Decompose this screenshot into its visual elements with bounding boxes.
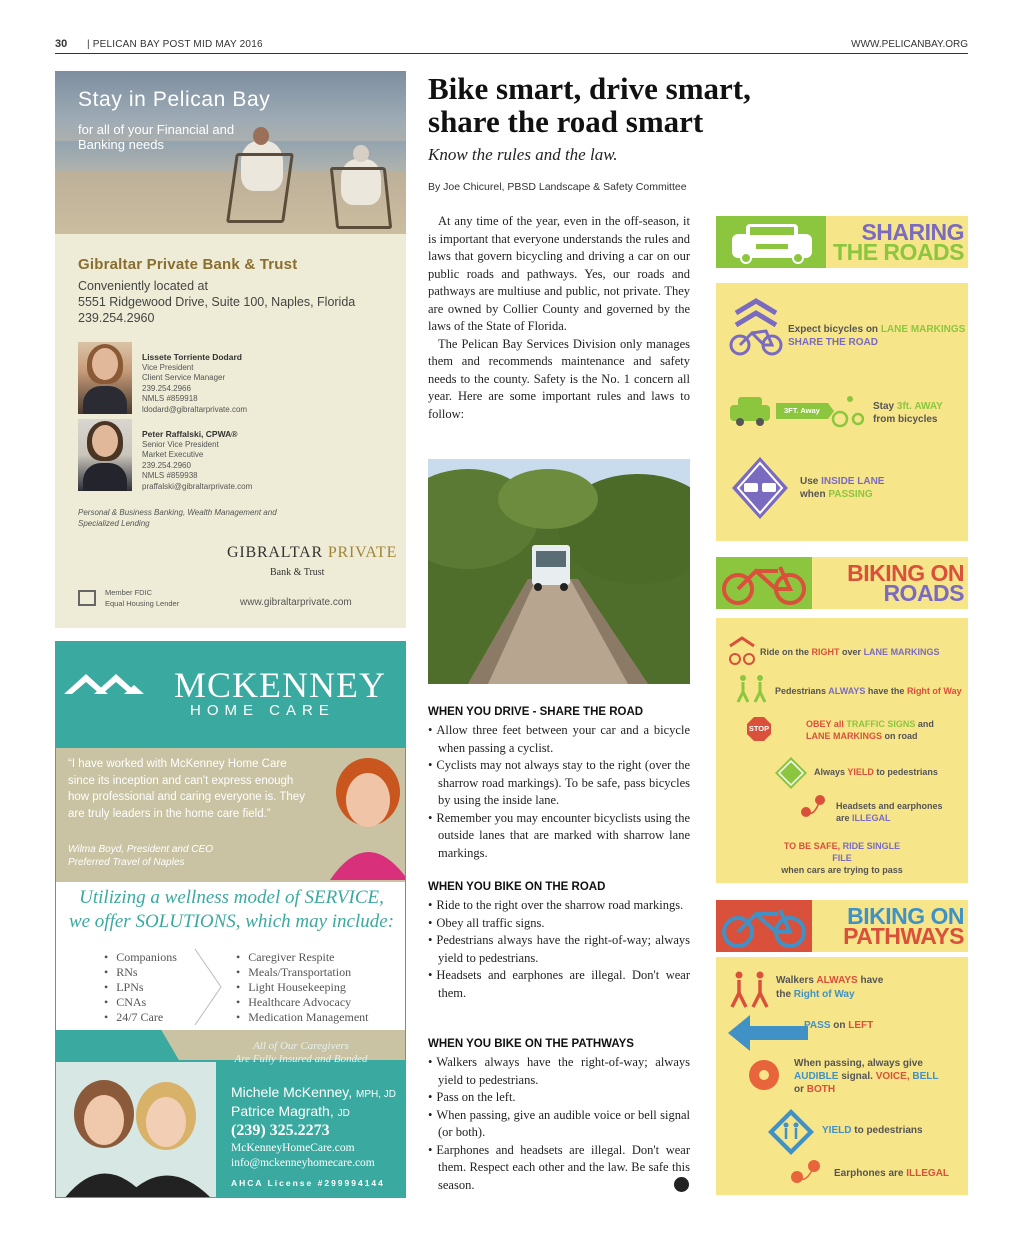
bank-url[interactable]: www.gibraltarprivate.com: [240, 597, 352, 608]
biking-roads-panel: [716, 618, 968, 883]
rule-emphasis: ALWAYS: [816, 975, 858, 986]
rule-text: Use: [800, 476, 819, 487]
rule-item: • Pedestrians always have the right-of-way; always yield to pedestrians.: [428, 932, 690, 967]
rule-emphasis: ALWAYS: [828, 686, 866, 696]
rule-text: Always: [814, 767, 846, 777]
staff-photo: [78, 419, 132, 491]
banner-title: [833, 219, 964, 265]
rule-text: and: [917, 719, 934, 729]
banner-line: SHARING: [861, 219, 964, 245]
service-item: • Medication Management: [236, 1010, 369, 1025]
rule-emphasis: PASS: [804, 1020, 831, 1031]
address-street: 5551 Ridgewood Drive, Suite 100, Naples, Florida: [78, 295, 356, 309]
mckenney-name: MCKENNEY: [174, 665, 386, 705]
ad-tagline: Personal & Business Banking, Wealth Management and Specialized Lending: [78, 508, 277, 528]
rule-text: over: [842, 647, 862, 657]
headline-line: Bike smart, drive smart,: [428, 71, 751, 106]
earphones-icon: [788, 1157, 824, 1187]
section-heading: WHEN YOU BIKE ON THE PATHWAYS: [428, 1038, 634, 1050]
rule-emphasis: TO BE SAFE,: [783, 841, 841, 851]
address-intro: Conveniently located at: [78, 279, 208, 293]
rule-text: to pedestrians: [876, 767, 938, 777]
author-line: Preferred Travel of Naples: [68, 856, 185, 868]
page-number: 30: [55, 38, 68, 50]
header-website: WWW.PELICANBAY.ORG: [851, 39, 968, 50]
biking-roads-banner: [716, 557, 968, 609]
blue-bike-icon: [716, 900, 812, 952]
rule-emphasis: BOTH: [806, 1084, 836, 1095]
rule-text: to pedestrians: [854, 1125, 923, 1136]
gibraltar-logo: [227, 544, 397, 562]
banner-line: BIKING ON: [847, 903, 964, 929]
rule-item: • Earphones and headsets are illegal. Don't wear them. Respect each other and the law. Be safe this season.: [428, 1142, 690, 1195]
testimonial-author: [68, 844, 213, 869]
rule-text: are: [836, 813, 850, 823]
owners-photo: [56, 1062, 216, 1198]
stop-sign-label: STOP: [748, 724, 770, 733]
staff-phone: 239.254.2966: [142, 383, 191, 393]
rule-emphasis: BELL: [912, 1071, 939, 1082]
wellness-line: Utilizing a wellness model of SERVICE,: [79, 887, 384, 908]
service-item: • CNAs: [104, 995, 177, 1010]
inside-lane-sign-icon: [730, 455, 790, 521]
staff-photo: [78, 342, 132, 414]
rule-text: have the: [867, 686, 905, 696]
fdic-line: Equal Housing Lender: [105, 599, 180, 608]
staff-card: [78, 342, 388, 414]
sharing-rule: [800, 475, 884, 501]
roads-rule: [806, 718, 934, 742]
equal-housing-icon: [78, 590, 96, 606]
service-item: • Companions: [104, 950, 177, 965]
testimonial: [56, 748, 406, 882]
mckenney-email[interactable]: info@mckenneyhomecare.com: [231, 1157, 375, 1169]
staff-name: Peter Raffalski, CPWA®: [142, 429, 238, 439]
logo-subtitle: Bank & Trust: [270, 567, 325, 578]
service-item: • Healthcare Advocacy: [236, 995, 369, 1010]
roads-rule: [780, 840, 904, 876]
logo-word: PRIVATE: [327, 544, 398, 561]
rule-emphasis: LANE MARKINGS: [880, 324, 966, 335]
rule-emphasis: VOICE,: [875, 1071, 910, 1082]
walkers-icon: [728, 971, 772, 1009]
ad-subhead: for all of your Financial and Banking needs: [78, 122, 235, 152]
service-item: • Caregiver Respite: [236, 950, 369, 965]
rule-item: • Walkers always have the right-of-way; always yield to pedestrians.: [428, 1054, 690, 1089]
rule-text: the: [776, 989, 791, 1000]
staff-nmls: NMLS #859918: [142, 394, 198, 403]
banner-line: THE ROADS: [833, 239, 964, 265]
mckenney-website[interactable]: McKenneyHomeCare.com: [231, 1142, 355, 1154]
rule-item: • Allow three feet between your car and a bicycle when passing a cyclist.: [428, 722, 690, 757]
rule-text: Stay: [873, 401, 895, 412]
publication-name: | PELICAN BAY POST MID MAY 2016: [87, 39, 263, 50]
fdic-line: Member FDIC: [105, 588, 153, 597]
car-icon: [716, 216, 826, 268]
rule-emphasis: Right of Way: [906, 686, 962, 696]
wellness-statement: [56, 886, 406, 934]
bank-phone: 239.254.2960: [78, 311, 155, 325]
sharrow-icon: [728, 636, 756, 666]
rule-text: Earphones are: [834, 1168, 904, 1179]
red-bike-icon: [716, 557, 812, 609]
owner-credential: MPH, JD: [356, 1089, 397, 1100]
rule-text: on: [833, 1020, 846, 1031]
rule-text: when cars are trying to pass: [781, 865, 903, 875]
article-paragraph: At any time of the year, even in the off-season, it is important that everyone understands the rules and laws that govern bicycling and driving a car on our public roads and pathways. Yes, our roads and pathways are multiuse and public, not private. They are owned by Collier County and governed by the laws of the State of Florida.: [428, 214, 690, 333]
rule-emphasis: RIDE SINGLE FILE: [832, 841, 901, 863]
owner-name: Michele McKenney,: [231, 1084, 353, 1100]
yield-sign-icon: [766, 1107, 816, 1157]
sharing-rule: [788, 323, 965, 349]
rule-emphasis: AUDIBLE: [794, 1071, 839, 1082]
rule-item: • When passing, give an audible voice or bell signal (or both).: [428, 1107, 690, 1142]
rule-text: Pedestrians: [775, 686, 827, 696]
rule-item: • Obey all traffic signs.: [428, 915, 690, 933]
banner-line: BIKING ON: [847, 560, 964, 586]
gibraltar-ad[interactable]: [55, 71, 406, 628]
article-body: [428, 213, 690, 423]
rule-text: signal.: [841, 1071, 873, 1082]
staff-title: Client Service Manager: [142, 373, 226, 382]
rule-text: have: [860, 975, 884, 986]
sharing-roads-banner: [716, 216, 968, 268]
yield-pedestrian-icon: [774, 756, 808, 790]
pedestrians-icon: [734, 674, 770, 704]
earphones-icon: [798, 792, 828, 822]
rule-emphasis: YIELD: [847, 767, 874, 777]
bank-name: Gibraltar Private Bank & Trust: [78, 256, 298, 273]
pathways-rule: [776, 974, 883, 1002]
rule-item: • Remember you may encounter bicyclists using the outside lanes that are marked with sharrow lane markings.: [428, 810, 690, 863]
mckenney-contact: [231, 1141, 375, 1171]
staff-nmls: NMLS #859938: [142, 471, 198, 480]
rule-emphasis: OBEY: [806, 719, 832, 729]
logo-word: GIBRALTAR: [227, 544, 324, 561]
testimonial-portrait: [324, 752, 406, 880]
rule-emphasis: PASSING: [828, 489, 873, 500]
bell-icon: [746, 1057, 782, 1093]
rule-emphasis: SHARE THE ROAD: [788, 337, 879, 348]
pathways-rule: [822, 1124, 923, 1137]
rule-emphasis: LANE MARKINGS: [863, 647, 940, 657]
article-paragraph: The Pelican Bay Services Division only manages them and recommends maintenance and safety needs to the county. Safety is the No. 1 concern all year. Here are some important rules and laws to follow:: [428, 336, 690, 421]
staff-card: [78, 419, 388, 491]
rule-emphasis: ILLEGAL: [852, 813, 891, 823]
rules-list: [428, 897, 690, 1002]
banner-line: PATHWAYS: [843, 923, 964, 949]
rule-text: on road: [884, 731, 918, 741]
staff-email[interactable]: praffalski@gibraltarprivate.com: [142, 481, 253, 491]
page-header: [55, 38, 968, 54]
article-headline: [428, 72, 751, 138]
mckenney-ad[interactable]: [55, 641, 406, 1198]
staff-name: Lissete Torriente Dodard: [142, 352, 242, 362]
owner-names: [231, 1084, 396, 1122]
wellness-line: we offer SOLUTIONS, which may include:: [68, 911, 395, 932]
insured-notice: [206, 1040, 396, 1066]
rule-emphasis: 3ft. AWAY: [896, 401, 943, 412]
pathways-rule: [794, 1057, 939, 1096]
banner-line: ROADS: [883, 580, 964, 606]
rule-item: • Headsets and earphones are illegal. Don't wear them.: [428, 967, 690, 1002]
rule-emphasis: ILLEGAL: [906, 1168, 950, 1179]
roads-rule: [814, 766, 938, 779]
pathways-rule: [804, 1019, 873, 1032]
staff-title: Senior Vice President: [142, 439, 219, 449]
fdic-notice: [105, 587, 179, 609]
article-deck: Know the rules and the law.: [428, 145, 618, 164]
license-number: AHCA License #299994144: [231, 1178, 385, 1188]
insured-line: Are Fully Insured and Bonded: [234, 1053, 368, 1065]
rule-text: from bicycles: [873, 414, 938, 425]
sharrow-bike-icon: [728, 297, 784, 357]
section-heading: WHEN YOU BIKE ON THE ROAD: [428, 881, 606, 893]
sharing-roads-panel: [716, 283, 968, 541]
rule-emphasis: YIELD: [822, 1125, 852, 1136]
boardwalk-photo: [428, 459, 690, 684]
ad-headline: Stay in Pelican Bay: [78, 88, 271, 111]
rule-item: • Pass on the left.: [428, 1089, 690, 1107]
mckenney-header: [56, 642, 406, 748]
staff-phone: 239.254.2960: [142, 460, 191, 470]
roads-rule: [775, 685, 962, 698]
list-divider: [191, 947, 227, 1027]
service-item: • LPNs: [104, 980, 177, 995]
mckenney-subname: HOME CARE: [190, 702, 335, 719]
rules-list: [428, 1054, 690, 1194]
rule-item: • Cyclists may not always stay to the right (over the sharrow road markings). To be safe, pass bicycles by using the inside lane.: [428, 757, 690, 810]
rule-text: Expect bicycles on: [788, 324, 879, 335]
rule-emphasis: LEFT: [848, 1020, 874, 1031]
rule-emphasis: Right of Way: [793, 989, 855, 1000]
rule-text: Ride on the: [760, 647, 809, 657]
bank-address: [78, 278, 355, 326]
rule-text: or: [794, 1084, 804, 1095]
headline-line: share the road smart: [428, 104, 704, 139]
rule-emphasis: all: [833, 719, 844, 729]
roads-rule: [836, 800, 943, 824]
biking-pathways-banner: [716, 900, 968, 952]
staff-email[interactable]: ldodard@gibraltarprivate.com: [142, 404, 248, 414]
services-list: [236, 950, 369, 1025]
section-heading: WHEN YOU DRIVE - SHARE THE ROAD: [428, 706, 644, 718]
service-item: • 24/7 Care: [104, 1010, 177, 1025]
staff-title: Vice President: [142, 362, 194, 372]
service-item: • Light Housekeeping: [236, 980, 369, 995]
rule-emphasis: INSIDE LANE: [821, 476, 885, 487]
mckenney-phone[interactable]: (239) 325.2273: [231, 1122, 330, 1139]
distance-badge: 3FT. Away: [784, 406, 820, 415]
service-item: • RNs: [104, 965, 177, 980]
sharing-rule: [873, 400, 943, 426]
author-line: Wilma Boyd, President and CEO: [68, 844, 213, 855]
rule-text: Walkers: [776, 975, 814, 986]
arrow-left-icon: [728, 1015, 808, 1051]
banner-title: [843, 903, 964, 949]
owner-name: Patrice Magrath,: [231, 1103, 334, 1119]
rule-text: when: [800, 489, 826, 500]
biking-pathways-panel: [716, 957, 968, 1195]
rule-text: When passing, always give: [794, 1058, 923, 1069]
staff-title: Market Executive: [142, 450, 204, 459]
services-list: [104, 950, 177, 1025]
rule-emphasis: LANE MARKINGS: [806, 731, 882, 741]
rules-list: [428, 722, 690, 862]
testimonial-quote: “I have worked with McKenney Home Care since its inception and can't express enough how professional and caring everyone is. They are truly leaders in the home care field.”: [68, 758, 305, 820]
banner-title: [847, 560, 964, 606]
owner-credential: JD: [337, 1108, 350, 1119]
rule-emphasis: TRAFFIC SIGNS: [846, 719, 916, 729]
rule-text: Headsets and earphones: [836, 801, 943, 811]
roads-rule: [760, 646, 940, 659]
insured-line: All of Our Caregivers: [253, 1040, 349, 1052]
rule-item: • Ride to the right over the sharrow road markings.: [428, 897, 690, 915]
end-mark-icon: [674, 1177, 689, 1192]
service-item: • Meals/Transportation: [236, 965, 369, 980]
article-byline: By Joe Chicurel, PBSD Landscape & Safety Committee: [428, 181, 687, 193]
rule-emphasis: RIGHT: [811, 647, 840, 657]
pathways-rule: [834, 1167, 949, 1180]
mckenney-logo-icon: [64, 670, 156, 696]
